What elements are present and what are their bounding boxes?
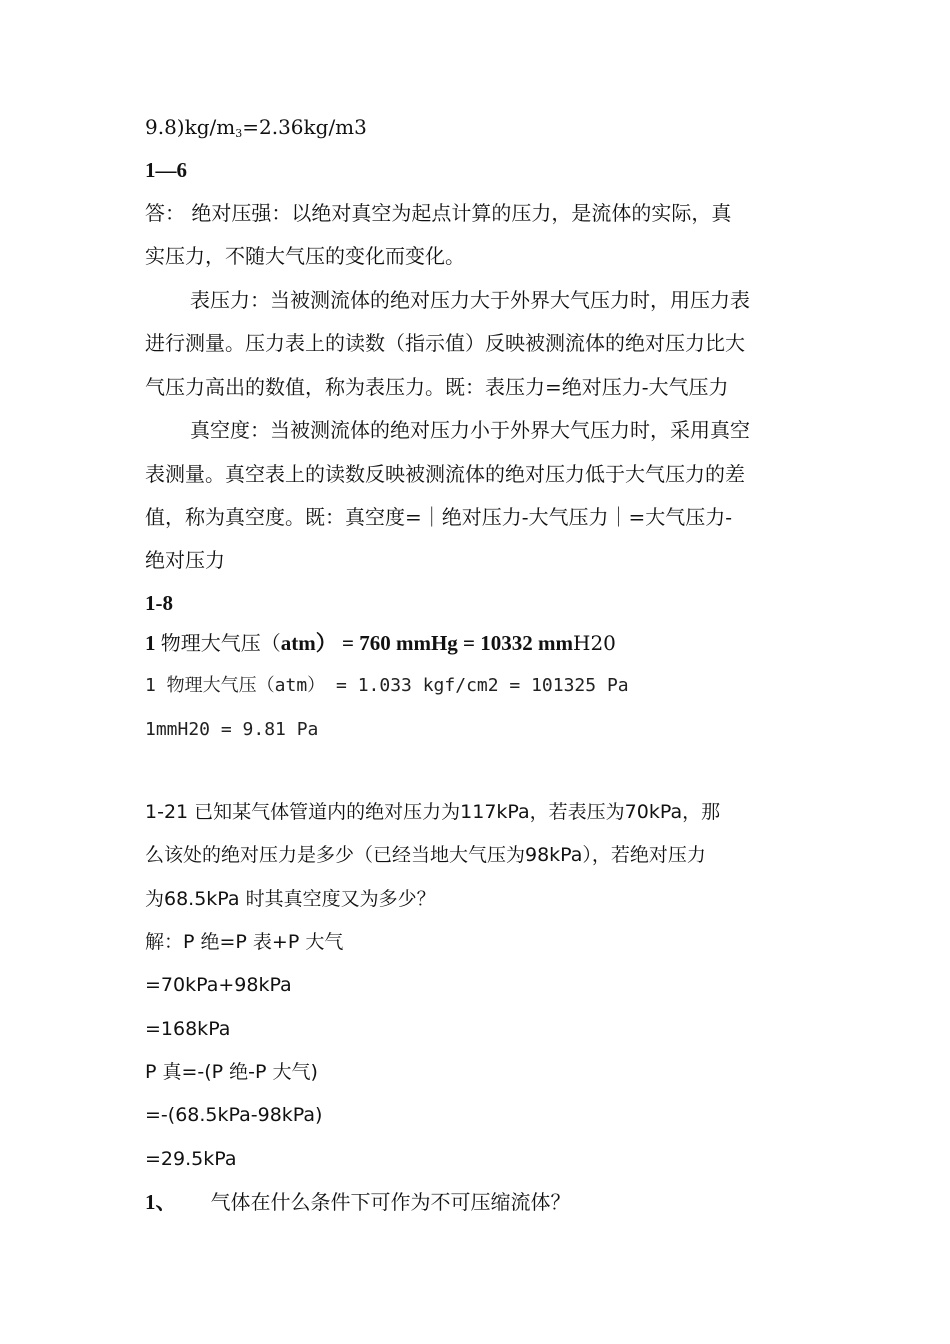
text-line: 答： 绝对压强：以绝对真空为起点计算的压力，是流体的实际，真 bbox=[145, 201, 732, 225]
text-line: 解：P 绝=P 表+P 大气 bbox=[145, 931, 344, 953]
text-line: $9.8)kg/m_3=2.36kg/m3$ bbox=[145, 115, 367, 140]
text-line: 1mmH20 = 9.81 Pa bbox=[145, 719, 319, 740]
text-line: 1 物理大气压（atm） = 760 mmHg = 10332 mmH20 bbox=[145, 631, 616, 655]
text-line: 实压力，不随大气压的变化而变化。 bbox=[145, 244, 465, 268]
text-line: =168kPa bbox=[145, 1018, 231, 1040]
text-line: 真空度：当被测流体的绝对压力小于外界大气压力时，采用真空 bbox=[190, 418, 750, 442]
text-line: 气压力高出的数值，称为表压力。既：表压力=绝对压力-大气压力 bbox=[145, 375, 729, 399]
text-line: =-(68.5kPa-98kPa) bbox=[145, 1104, 323, 1126]
text-line: 1-21 已知某气体管道内的绝对压力为117kPa，若表压为70kPa，那 bbox=[145, 801, 721, 823]
section-heading: 1—6 bbox=[145, 158, 187, 182]
text-line: 表测量。真空表上的读数反映被测流体的绝对压力低于大气压力的差 bbox=[145, 462, 745, 486]
text-line: 进行测量。压力表上的读数（指示值）反映被测流体的绝对压力比大 bbox=[145, 331, 745, 355]
text-line: 表压力：当被测流体的绝对压力大于外界大气压力时，用压力表 bbox=[190, 288, 750, 312]
text-line: 绝对压力 bbox=[145, 548, 225, 572]
text-line: 值，称为真空度。既：真空度=｜绝对压力-大气压力｜=大气压力- bbox=[145, 505, 733, 529]
text-line: =70kPa+98kPa bbox=[145, 974, 292, 996]
text-line: 为68.5kPa 时其真空度又为多少？ bbox=[145, 888, 436, 910]
text-line: 1 物理大气压（atm） = 1.033 kgf/cm2 = 101325 Pa bbox=[145, 675, 629, 696]
text-line: P 真=-(P 绝-P 大气) bbox=[145, 1061, 318, 1083]
text-line: =29.5kPa bbox=[145, 1148, 237, 1170]
text-line: 1、 气体在什么条件下可作为不可压缩流体？ bbox=[145, 1190, 571, 1214]
text-line: 么该处的绝对压力是多少（已经当地大气压为98kPa），若绝对压力 bbox=[145, 844, 706, 866]
section-heading: 1-8 bbox=[145, 591, 173, 615]
